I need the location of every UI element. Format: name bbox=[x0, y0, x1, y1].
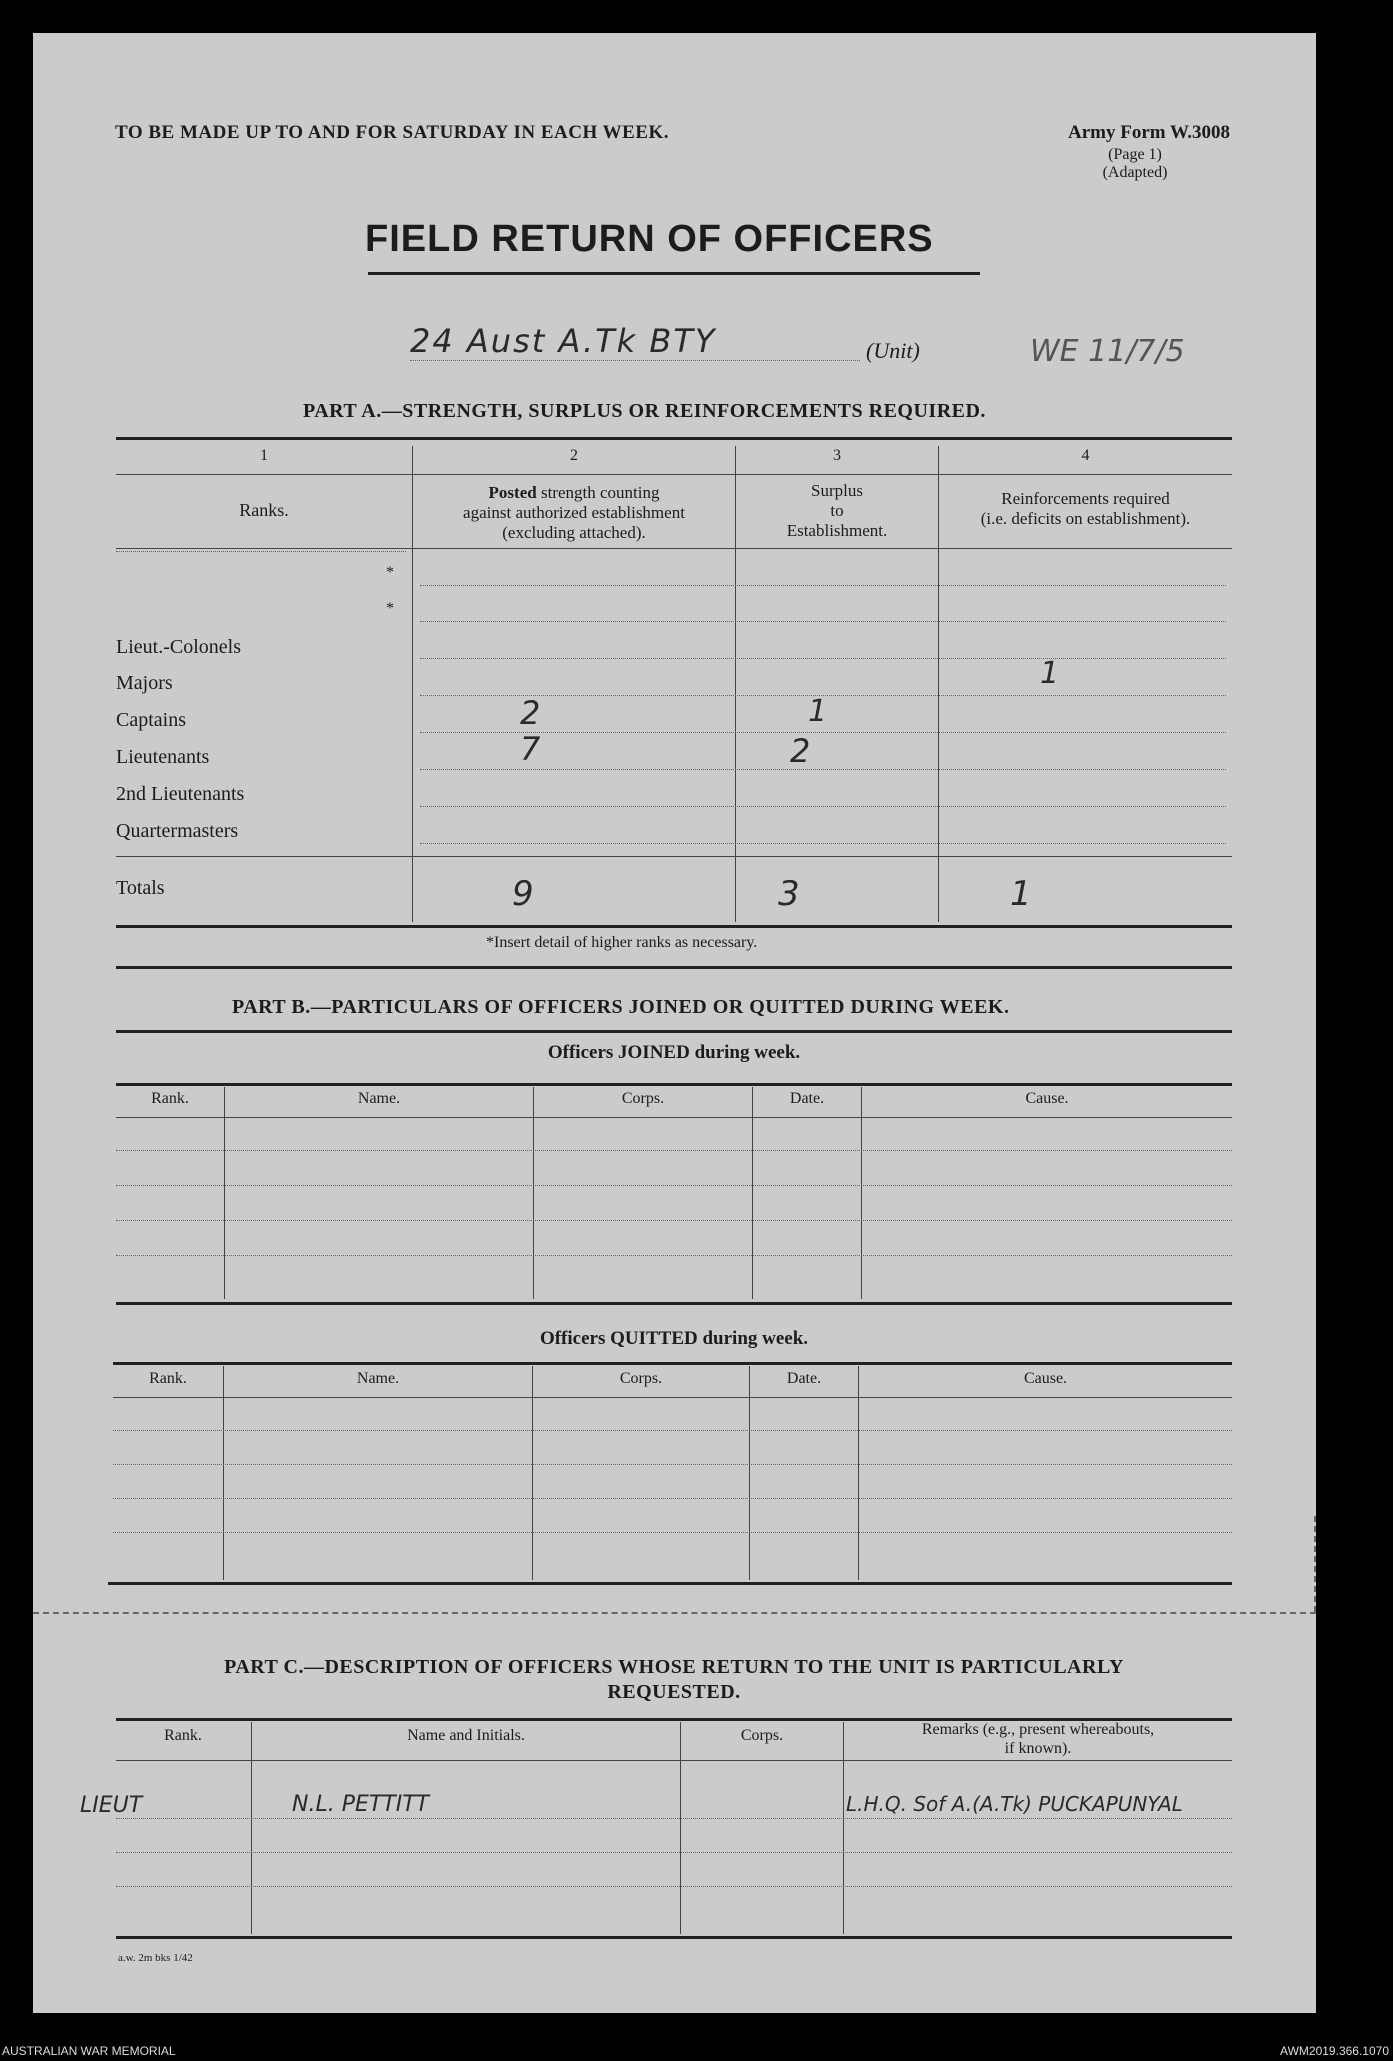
quitted-col-name: Name. bbox=[356, 1370, 400, 1387]
part-c-remarks-line2: if known). bbox=[1004, 1740, 1072, 1757]
rank-row-label: Majors bbox=[116, 672, 173, 694]
quitted-divider bbox=[223, 1366, 224, 1580]
part-c-row-line bbox=[116, 1818, 1232, 1819]
asterisk-2: * bbox=[386, 600, 394, 617]
col-divider-3 bbox=[938, 446, 939, 922]
quitted-row-line bbox=[113, 1430, 1232, 1431]
joined-col-date: Date. bbox=[789, 1090, 825, 1107]
joined-table-top bbox=[116, 1083, 1232, 1086]
col-reinf-line1: Reinforcements required bbox=[1001, 489, 1170, 508]
row-dotline bbox=[420, 769, 1226, 770]
quitted-col-rank: Rank. bbox=[149, 1370, 187, 1387]
quitted-row-line bbox=[113, 1464, 1232, 1465]
form-note: (Adapted) bbox=[1102, 164, 1168, 181]
part-c-entry-name: N.L. PETTITT bbox=[292, 1792, 430, 1817]
row-dotline bbox=[420, 621, 1226, 622]
joined-divider bbox=[224, 1087, 225, 1299]
form-page: (Page 1) bbox=[1108, 146, 1162, 163]
col-number-2: 2 bbox=[570, 447, 578, 464]
instruction-line: TO BE MADE UP TO AND FOR SATURDAY IN EACH WEEK. bbox=[115, 122, 670, 143]
quitted-heading-key: QUITTED bbox=[610, 1328, 698, 1349]
part-c-heading-line2: REQUESTED. bbox=[607, 1681, 741, 1703]
quitted-divider bbox=[749, 1366, 750, 1580]
col-number-4: 4 bbox=[1081, 447, 1090, 464]
part-c-entry-remarks: L.H.Q. Sof A.(A.Tk) PUCKAPUNYAL bbox=[846, 1792, 1183, 1816]
joined-row-line bbox=[116, 1150, 1232, 1151]
part-c-row-line bbox=[116, 1852, 1232, 1853]
unit-label: (Unit) bbox=[866, 338, 920, 363]
col-surplus-line1: Surplus bbox=[811, 481, 863, 500]
quitted-table-top bbox=[113, 1362, 1232, 1365]
joined-row-line bbox=[116, 1220, 1232, 1221]
col-surplus-line2: to bbox=[830, 501, 844, 520]
header-rule bbox=[116, 548, 1232, 549]
part-c-heading bbox=[116, 1655, 1232, 1705]
part-c-col-remarks bbox=[844, 1720, 1232, 1758]
quitted-heading-post: during week. bbox=[697, 1328, 809, 1349]
totals-surplus: 3 bbox=[778, 874, 800, 914]
week-ending: WE 11/7/5 bbox=[1030, 334, 1185, 369]
perforation-line bbox=[33, 1612, 1316, 1614]
quitted-heading-pre: Officers bbox=[539, 1328, 611, 1349]
col-posted-header bbox=[413, 483, 735, 543]
col-surplus-line3: Establishment. bbox=[786, 521, 888, 540]
col-posted-header-rest: strength counting bbox=[536, 483, 660, 502]
lieutenants-surplus-value: 2 bbox=[790, 732, 811, 770]
part-c-divider bbox=[843, 1722, 844, 1934]
quitted-table-bottom bbox=[108, 1582, 1232, 1585]
print-code: a.w. 2m bks 1/42 bbox=[118, 1952, 193, 1964]
part-a-heading: PART A.—STRENGTH, SURPLUS OR REINFORCEMENTS REQUIRED. bbox=[303, 400, 986, 422]
totals-reinf: 1 bbox=[1010, 874, 1032, 914]
part-c-divider bbox=[251, 1722, 252, 1934]
totals-label: Totals bbox=[116, 877, 165, 899]
quitted-heading bbox=[116, 1328, 1232, 1350]
joined-row-line bbox=[116, 1255, 1232, 1256]
joined-heading-post: during week. bbox=[689, 1042, 801, 1063]
col-ranks-header: Ranks. bbox=[239, 500, 289, 520]
totals-posted: 9 bbox=[512, 874, 534, 914]
captains-posted-value: 2 bbox=[520, 694, 541, 732]
part-c-entry-rank: LIEUT bbox=[80, 1793, 143, 1818]
row-dotline bbox=[420, 732, 1226, 733]
part-c-heading-line1: PART C.—DESCRIPTION OF OFFICERS WHOSE RETURN TO THE UNIT IS PARTICULARLY bbox=[224, 1656, 1124, 1678]
part-c-row-line bbox=[116, 1886, 1232, 1887]
rank-row-label: Lieutenants bbox=[116, 746, 210, 768]
col-posted-header-line2: against authorized establishment bbox=[463, 503, 685, 522]
quitted-col-cause: Cause. bbox=[1023, 1370, 1068, 1387]
col-reinf-header bbox=[939, 489, 1232, 529]
part-c-remarks-line1: Remarks (e.g., present whereabouts, bbox=[921, 1721, 1155, 1738]
col-surplus-header bbox=[736, 481, 938, 541]
part-a-end-rule bbox=[116, 966, 1232, 969]
archive-caption-right: AWM2019.366.1070 bbox=[1280, 2044, 1389, 2058]
form-id: Army Form W.3008 bbox=[1067, 122, 1230, 143]
joined-col-name: Name. bbox=[357, 1090, 401, 1107]
totals-rule bbox=[116, 856, 1232, 857]
joined-divider bbox=[533, 1087, 534, 1299]
col-number-1: 1 bbox=[260, 447, 268, 464]
archive-caption-left: AUSTRALIAN WAR MEMORIAL bbox=[2, 2044, 176, 2058]
joined-heading-pre: Officers bbox=[547, 1042, 619, 1063]
asterisk-1: * bbox=[386, 564, 394, 581]
quitted-row-line bbox=[113, 1498, 1232, 1499]
row-dotline bbox=[420, 585, 1226, 586]
part-a-top-rule bbox=[116, 437, 1232, 440]
joined-col-rank: Rank. bbox=[151, 1090, 189, 1107]
unit-value: 24 Aust A.Tk BTY bbox=[410, 322, 717, 360]
joined-heading bbox=[116, 1042, 1232, 1064]
page-title: FIELD RETURN OF OFFICERS bbox=[365, 218, 934, 260]
quitted-header-rule bbox=[113, 1397, 1232, 1398]
part-c-col-name: Name and Initials. bbox=[407, 1727, 525, 1744]
colnum-rule bbox=[116, 474, 1232, 475]
col-number-3: 3 bbox=[833, 447, 841, 464]
joined-header-rule bbox=[116, 1117, 1232, 1118]
unit-leader bbox=[410, 360, 860, 361]
part-c-divider bbox=[680, 1722, 681, 1934]
row-dotline bbox=[420, 843, 1226, 844]
lieutenants-posted-value: 7 bbox=[520, 730, 541, 768]
col-posted-header-line3: (excluding attached). bbox=[502, 523, 646, 542]
joined-col-corps: Corps. bbox=[621, 1090, 665, 1107]
rank-row-label: Captains bbox=[116, 709, 186, 731]
part-a-footnote: *Insert detail of higher ranks as necessary. bbox=[486, 934, 758, 951]
perforation-side bbox=[1314, 1516, 1316, 1612]
captains-surplus-value: 1 bbox=[808, 694, 828, 729]
part-c-col-rank: Rank. bbox=[164, 1727, 202, 1744]
quitted-col-corps: Corps. bbox=[619, 1370, 663, 1387]
joined-table-bottom bbox=[116, 1302, 1232, 1305]
row-dotline bbox=[420, 658, 1226, 659]
col-divider-2 bbox=[735, 446, 736, 922]
quitted-divider bbox=[532, 1366, 533, 1580]
quitted-divider bbox=[858, 1366, 859, 1580]
rank-row-label: 2nd Lieutenants bbox=[116, 783, 245, 805]
rank-row-label: Quartermasters bbox=[116, 820, 239, 842]
rank-row-label: Lieut.-Colonels bbox=[116, 636, 241, 658]
majors-reinf-value: 1 bbox=[1040, 656, 1060, 691]
title-underline bbox=[368, 272, 980, 275]
col-divider-1 bbox=[412, 446, 413, 922]
joined-heading-key: JOINED bbox=[618, 1042, 690, 1063]
col-posted-header-bold: Posted bbox=[488, 483, 537, 502]
col-reinf-line2: (i.e. deficits on establishment). bbox=[980, 509, 1191, 528]
joined-row-line bbox=[116, 1185, 1232, 1186]
quitted-row-line bbox=[113, 1532, 1232, 1533]
part-a-bottom-rule bbox=[116, 925, 1232, 928]
row-dotline bbox=[116, 551, 406, 552]
part-c-header-rule bbox=[116, 1760, 1232, 1761]
part-c-col-corps: Corps. bbox=[740, 1727, 784, 1744]
joined-divider bbox=[861, 1087, 862, 1299]
quitted-col-date: Date. bbox=[786, 1370, 822, 1387]
joined-col-cause: Cause. bbox=[1025, 1090, 1069, 1107]
row-dotline bbox=[420, 806, 1226, 807]
part-b-heading: PART B.—PARTICULARS OF OFFICERS JOINED OR QUITTED DURING WEEK. bbox=[232, 996, 1010, 1018]
joined-divider bbox=[752, 1087, 753, 1299]
part-c-bottom-rule bbox=[116, 1936, 1232, 1939]
part-b-top-rule bbox=[116, 1030, 1232, 1033]
